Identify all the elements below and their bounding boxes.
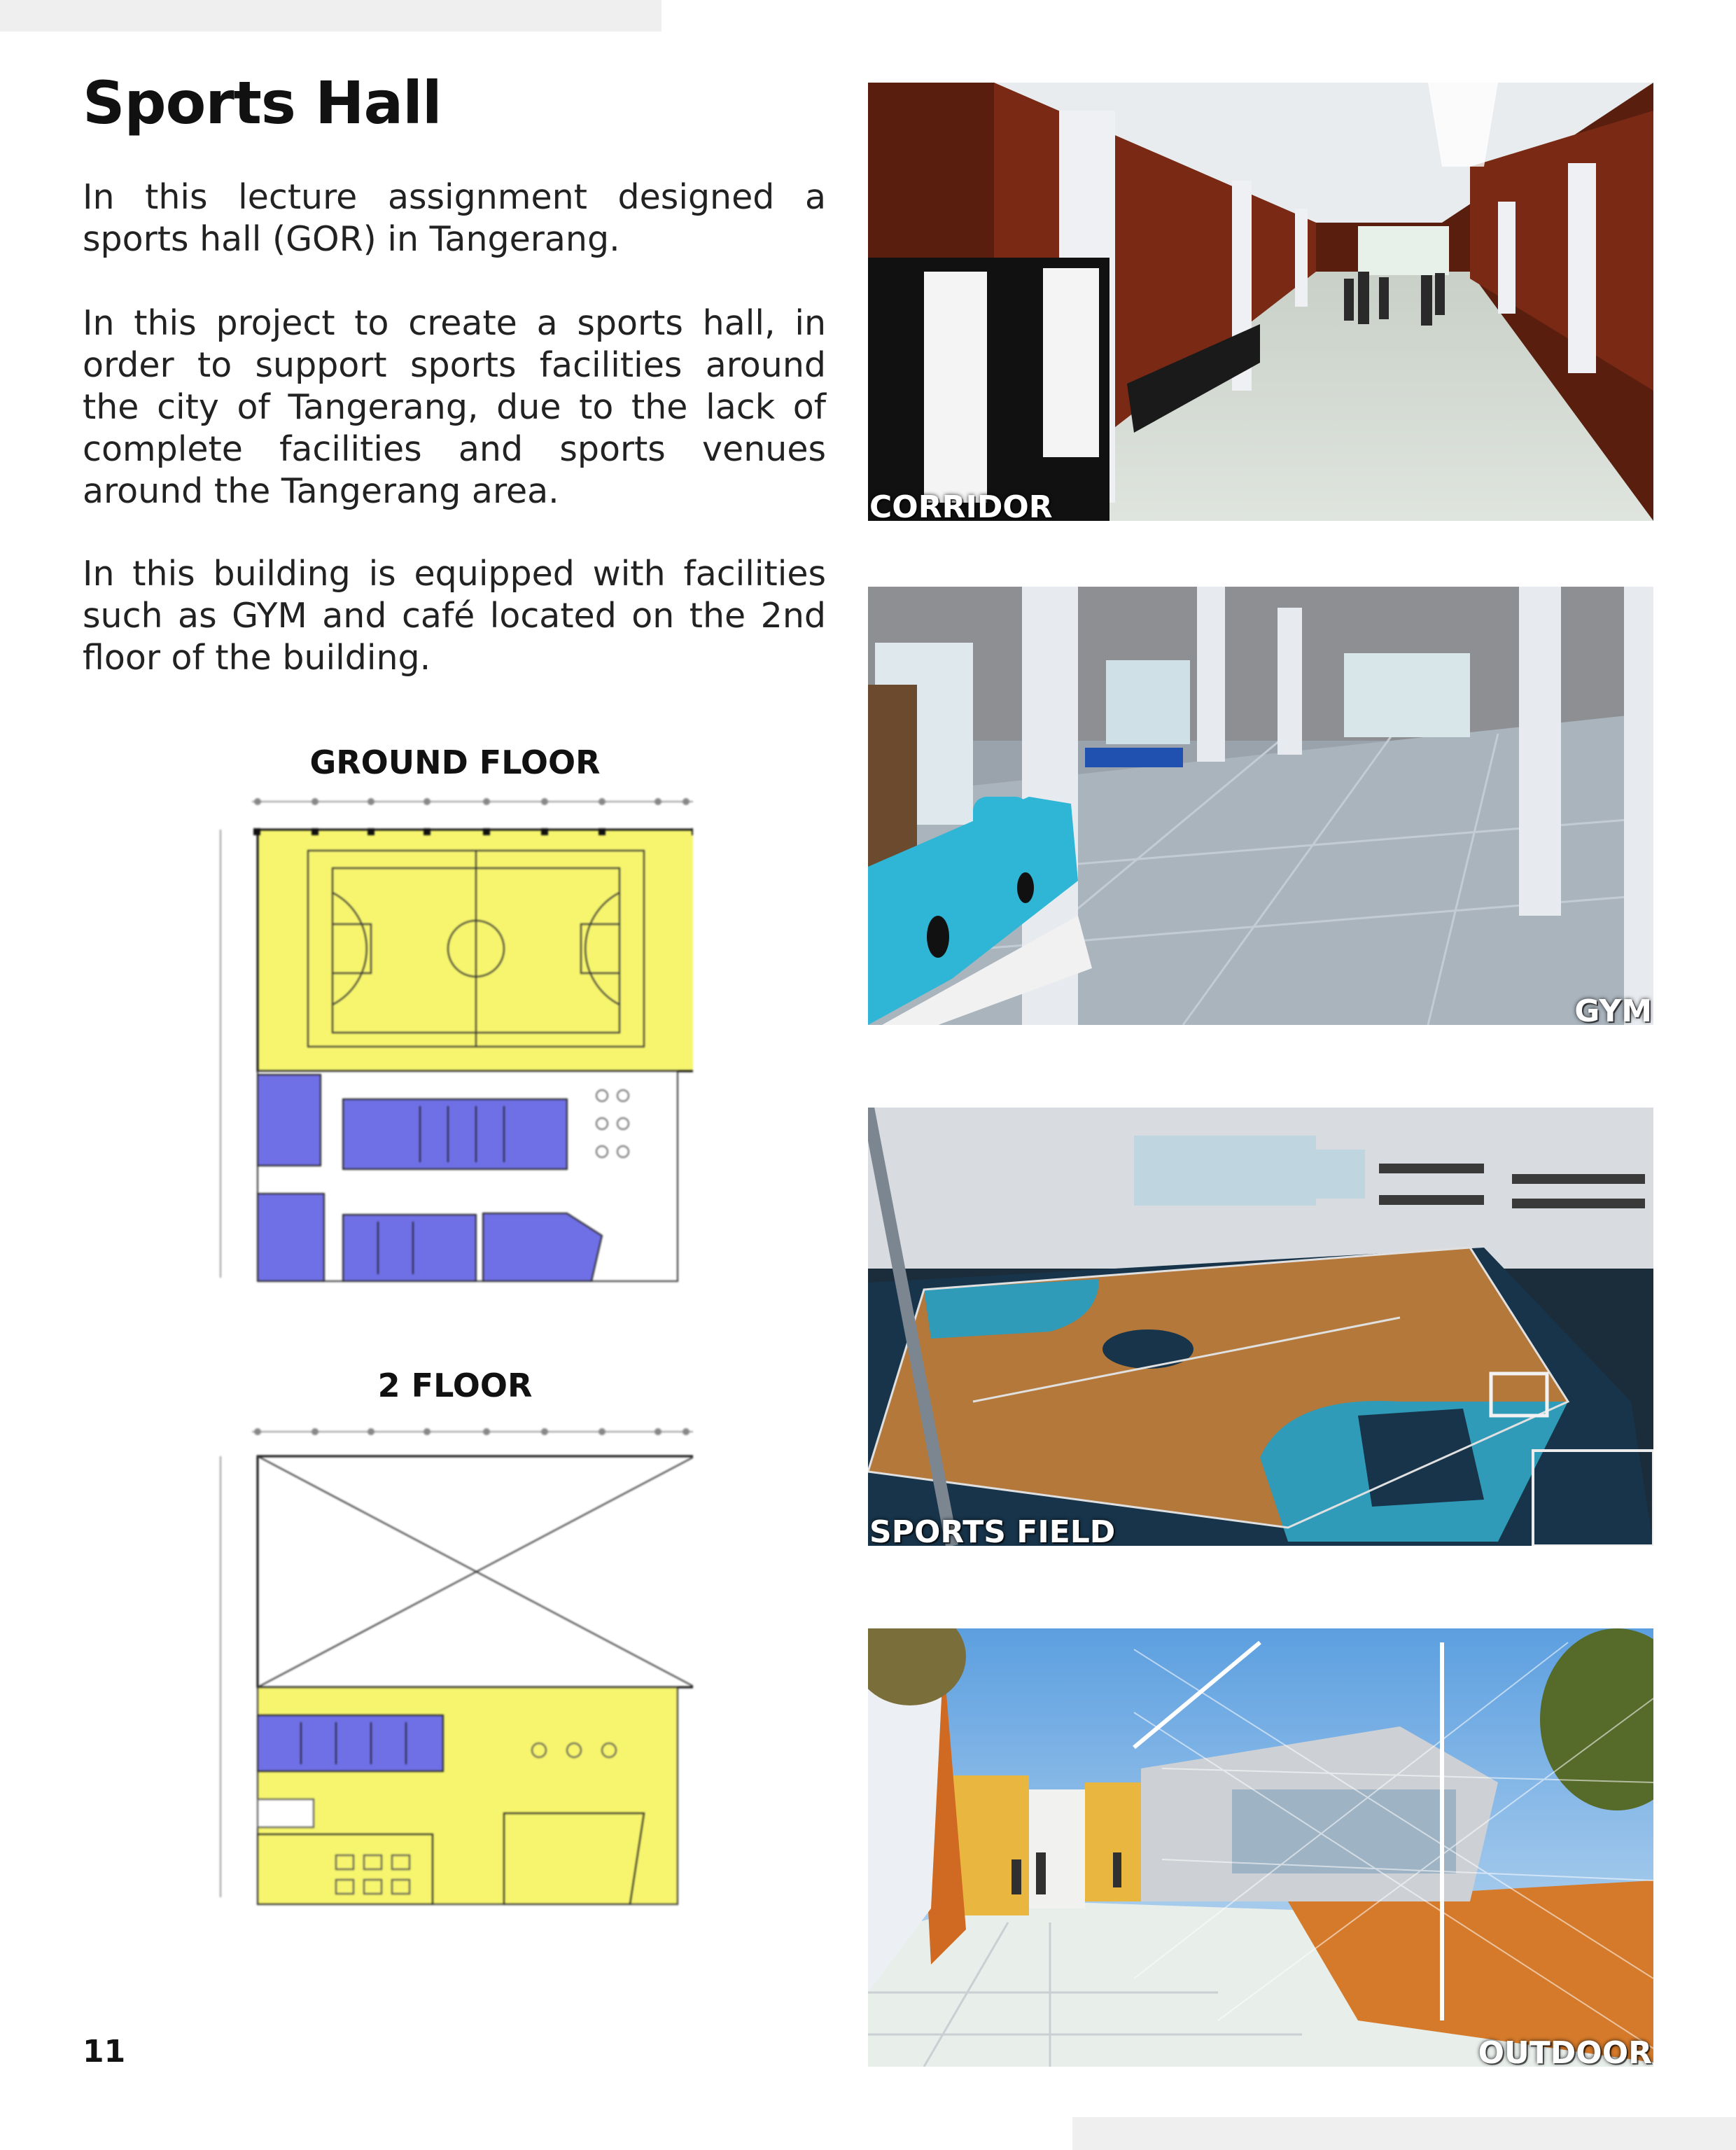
corridor-render [868,83,1653,521]
second-floor-plan [210,1421,693,1911]
ground-floor-label: GROUND FLOOR [309,744,601,781]
bottom-decorative-bar [1072,2117,1736,2150]
project-paragraph: In this project to create a sports hall, in order to support sports facilities around the city of Tangerang, due to the lack of complete facilities and sports venues around the Tangerang area. [83,303,826,511]
sports-field-caption: SPORTS FIELD [869,1514,1116,1546]
outdoor-caption: OUTDOOR [1478,2035,1652,2067]
sports-field-render [868,1108,1653,1546]
ground-floor-plan [210,788,693,1292]
gym-render [868,587,1653,1025]
page-number: 11 [83,2034,126,2069]
page-title: Sports Hall [83,69,442,137]
second-floor-label: 2 FLOOR [377,1367,533,1404]
corridor-caption: CORRIDOR [869,489,1053,521]
gym-caption: GYM [1574,993,1652,1025]
intro-paragraph: In this lecture assignment designed a sports hall (GOR) in Tangerang. [83,177,826,259]
top-decorative-bar [0,0,662,32]
facilities-paragraph: In this building is equipped with facilities such as GYM and café located on the 2nd floor of the building. [83,554,826,678]
outdoor-render [868,1628,1653,2067]
